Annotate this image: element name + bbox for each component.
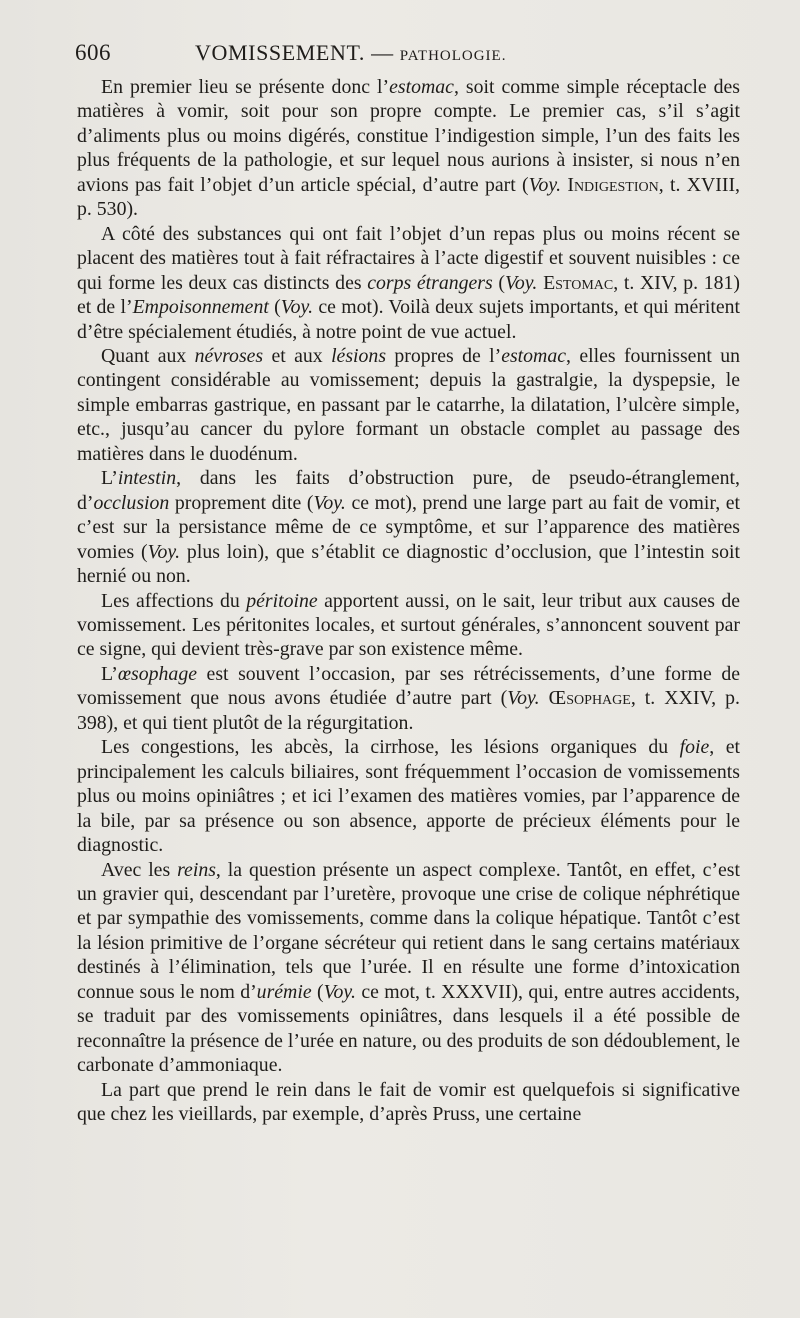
text-run: A côté des substances qui ont fait l’objet d’un repas plus ou moins récent se placent des matières tout à fait réfractaires à l’acte digestif et souvent nuisibles : ce qui forme les deux cas distincts des	[77, 222, 740, 294]
italic-term: occlusion	[93, 491, 170, 514]
text-run: , t. XXIV, p. 398), et qui tient plutôt de la régurgitation.	[77, 687, 740, 734]
italic-term: foie	[679, 736, 710, 759]
italic-term: urémie	[256, 980, 312, 1003]
italic-term: reins	[177, 858, 216, 881]
paragraph	[77, 589, 740, 662]
italic-term: estomac	[389, 76, 454, 98]
italic-term: Voy.	[313, 491, 346, 514]
text-run: , et principalement les calculs biliaires, sont fréquemment l’occasion de vomissements plus ou moins opiniâtres ; et ici l’examen des matières vomies, par l’apparence de la bile, par sa présence ou son absence, apporte de précieux éléments pour le diagnostic.	[77, 736, 740, 857]
italic-term: Voy.	[504, 271, 538, 294]
paragraph	[77, 466, 740, 588]
text-run: est souvent l’occasion, par ses rétrécissements, d’une forme de vomissement que nous avons étudiée d’autre part (	[77, 662, 740, 710]
text-run: Avec les	[101, 858, 178, 881]
text-run: , soit comme simple réceptacle des matières à vomir, soit pour son propre compte. Le premier cas, s’il s’agit d’aliments plus ou moins digérés, constitue l’indigestion simple, l’un des faits les plus fréquents de la pathologie, et sur lequel nous aurions à insister, si nous n’en avions pas fait l’objet d’un article spécial, d’autre part (	[77, 76, 740, 196]
text-run: (	[311, 980, 324, 1003]
text-run: , elles fournissent un contingent considérable au vomissement; depuis la gastralgie, la dyspepsie, le simple embarras gastrique, en passant par le catarrhe, la dilatation, l’ulcère simple, etc., jusqu’au cancer du pylore formant un obstacle complet au passage des matières dans le duodénum.	[77, 344, 740, 465]
italic-term: Voy.	[507, 687, 540, 710]
paragraph	[77, 858, 740, 1078]
paragraph	[77, 344, 740, 466]
italic-term: Empoisonnement	[132, 296, 269, 319]
italic-term: estomac	[501, 344, 567, 367]
text-run: , la question présente un aspect complexe. Tantôt, en effet, c’est un gravier qui, descendant par l’uretère, provoque une crise de colique néphrétique et par sympathie des vomissements, comme dans la colique hépatique. Tantôt c’est la lésion primitive de l’organe sécréteur qui retient dans le sang certains matériaux destinés à l’élimination, tels que l’urée. Il en résulte une forme d’intoxication connue sous le nom d’	[77, 858, 740, 1003]
text-run: ce mot). Voilà deux sujets importants, et qui méritent d’être spécialement étudiés, à notre point de vue actuel.	[77, 296, 740, 343]
paragraph	[77, 735, 740, 857]
paragraph	[77, 75, 740, 222]
text-run: proprement dite (	[169, 491, 314, 514]
text-run: L’	[101, 662, 118, 685]
italic-term: œsophage	[117, 662, 197, 685]
running-header	[75, 40, 740, 74]
text-run: apportent aussi, on le sait, leur tribut aux causes de vomissement. Les péritonites locales, et surtout générales, s’annoncent souvent par ce signe, qui devient très-grave par son existence même.	[77, 589, 740, 661]
italic-term: corps étrangers	[367, 271, 493, 294]
running-title	[195, 40, 506, 66]
text-run: plus loin), que s’établit ce diagnostic d’occlusion, que l’intestin soit hernié ou non.	[77, 540, 740, 588]
text-run: , t. XIV, p. 181) et de l’	[77, 271, 740, 319]
text-run: En premier lieu se présente donc l’	[101, 76, 390, 98]
text-run: , dans les faits d’obstruction pure, de pseudo-étranglement, d’	[77, 467, 740, 514]
italic-term: Voy.	[528, 173, 562, 196]
italic-term: Voy.	[280, 296, 314, 319]
text-run: (	[492, 271, 505, 294]
italic-term: névroses	[194, 344, 264, 367]
italic-term: intestin	[117, 467, 177, 490]
paragraph	[77, 662, 740, 735]
text-run: Les affections du	[101, 589, 247, 612]
paragraph-continued	[77, 1078, 740, 1127]
cross-reference: Indigestion	[567, 173, 659, 196]
italic-term: lésions	[331, 344, 387, 367]
text-run: (	[268, 296, 281, 319]
text-run: La part que prend le rein dans le fait de vomir est quelquefois si significative que chez les vieillards, par exemple, d’après Pruss, une certaine	[77, 1078, 740, 1126]
text-run: ce mot, t. XXXVII), qui, entre autres accidents, se traduit par des vomissements opiniâtres, dans lesquels il a été possible de reconnaître la présence de l’urée en nature, ou des produits de son dédoublement, le carbonate d’ammoniaque.	[77, 980, 740, 1077]
page-number: 606	[75, 40, 111, 65]
paragraph	[77, 222, 740, 344]
body-text	[77, 75, 740, 1126]
italic-term: Voy.	[147, 540, 181, 563]
italic-term: Voy.	[323, 980, 356, 1003]
text-run: et aux	[263, 344, 332, 367]
running-title-main: VOMISSEMENT. —	[195, 40, 400, 65]
text-run: , t. XVIII, p. 530).	[77, 173, 740, 221]
text-run: Les congestions, les abcès, la cirrhose, les lésions organiques du	[101, 736, 680, 759]
text-run	[540, 687, 549, 709]
text-run: ce mot), prend une large part au fait de vomir, et c’est sur la persistance même de ce symptôme, et sur l’apparence des matières vomies (	[77, 491, 741, 563]
text-run: L’	[101, 467, 118, 490]
text-run: propres de l’	[386, 344, 502, 367]
text-run: Quant aux	[101, 344, 195, 367]
cross-reference: Estomac	[543, 271, 614, 294]
running-title-section: PATHOLOGIE.	[399, 48, 507, 64]
italic-term: péritoine	[246, 589, 318, 612]
cross-reference: Œsophage	[548, 687, 631, 710]
